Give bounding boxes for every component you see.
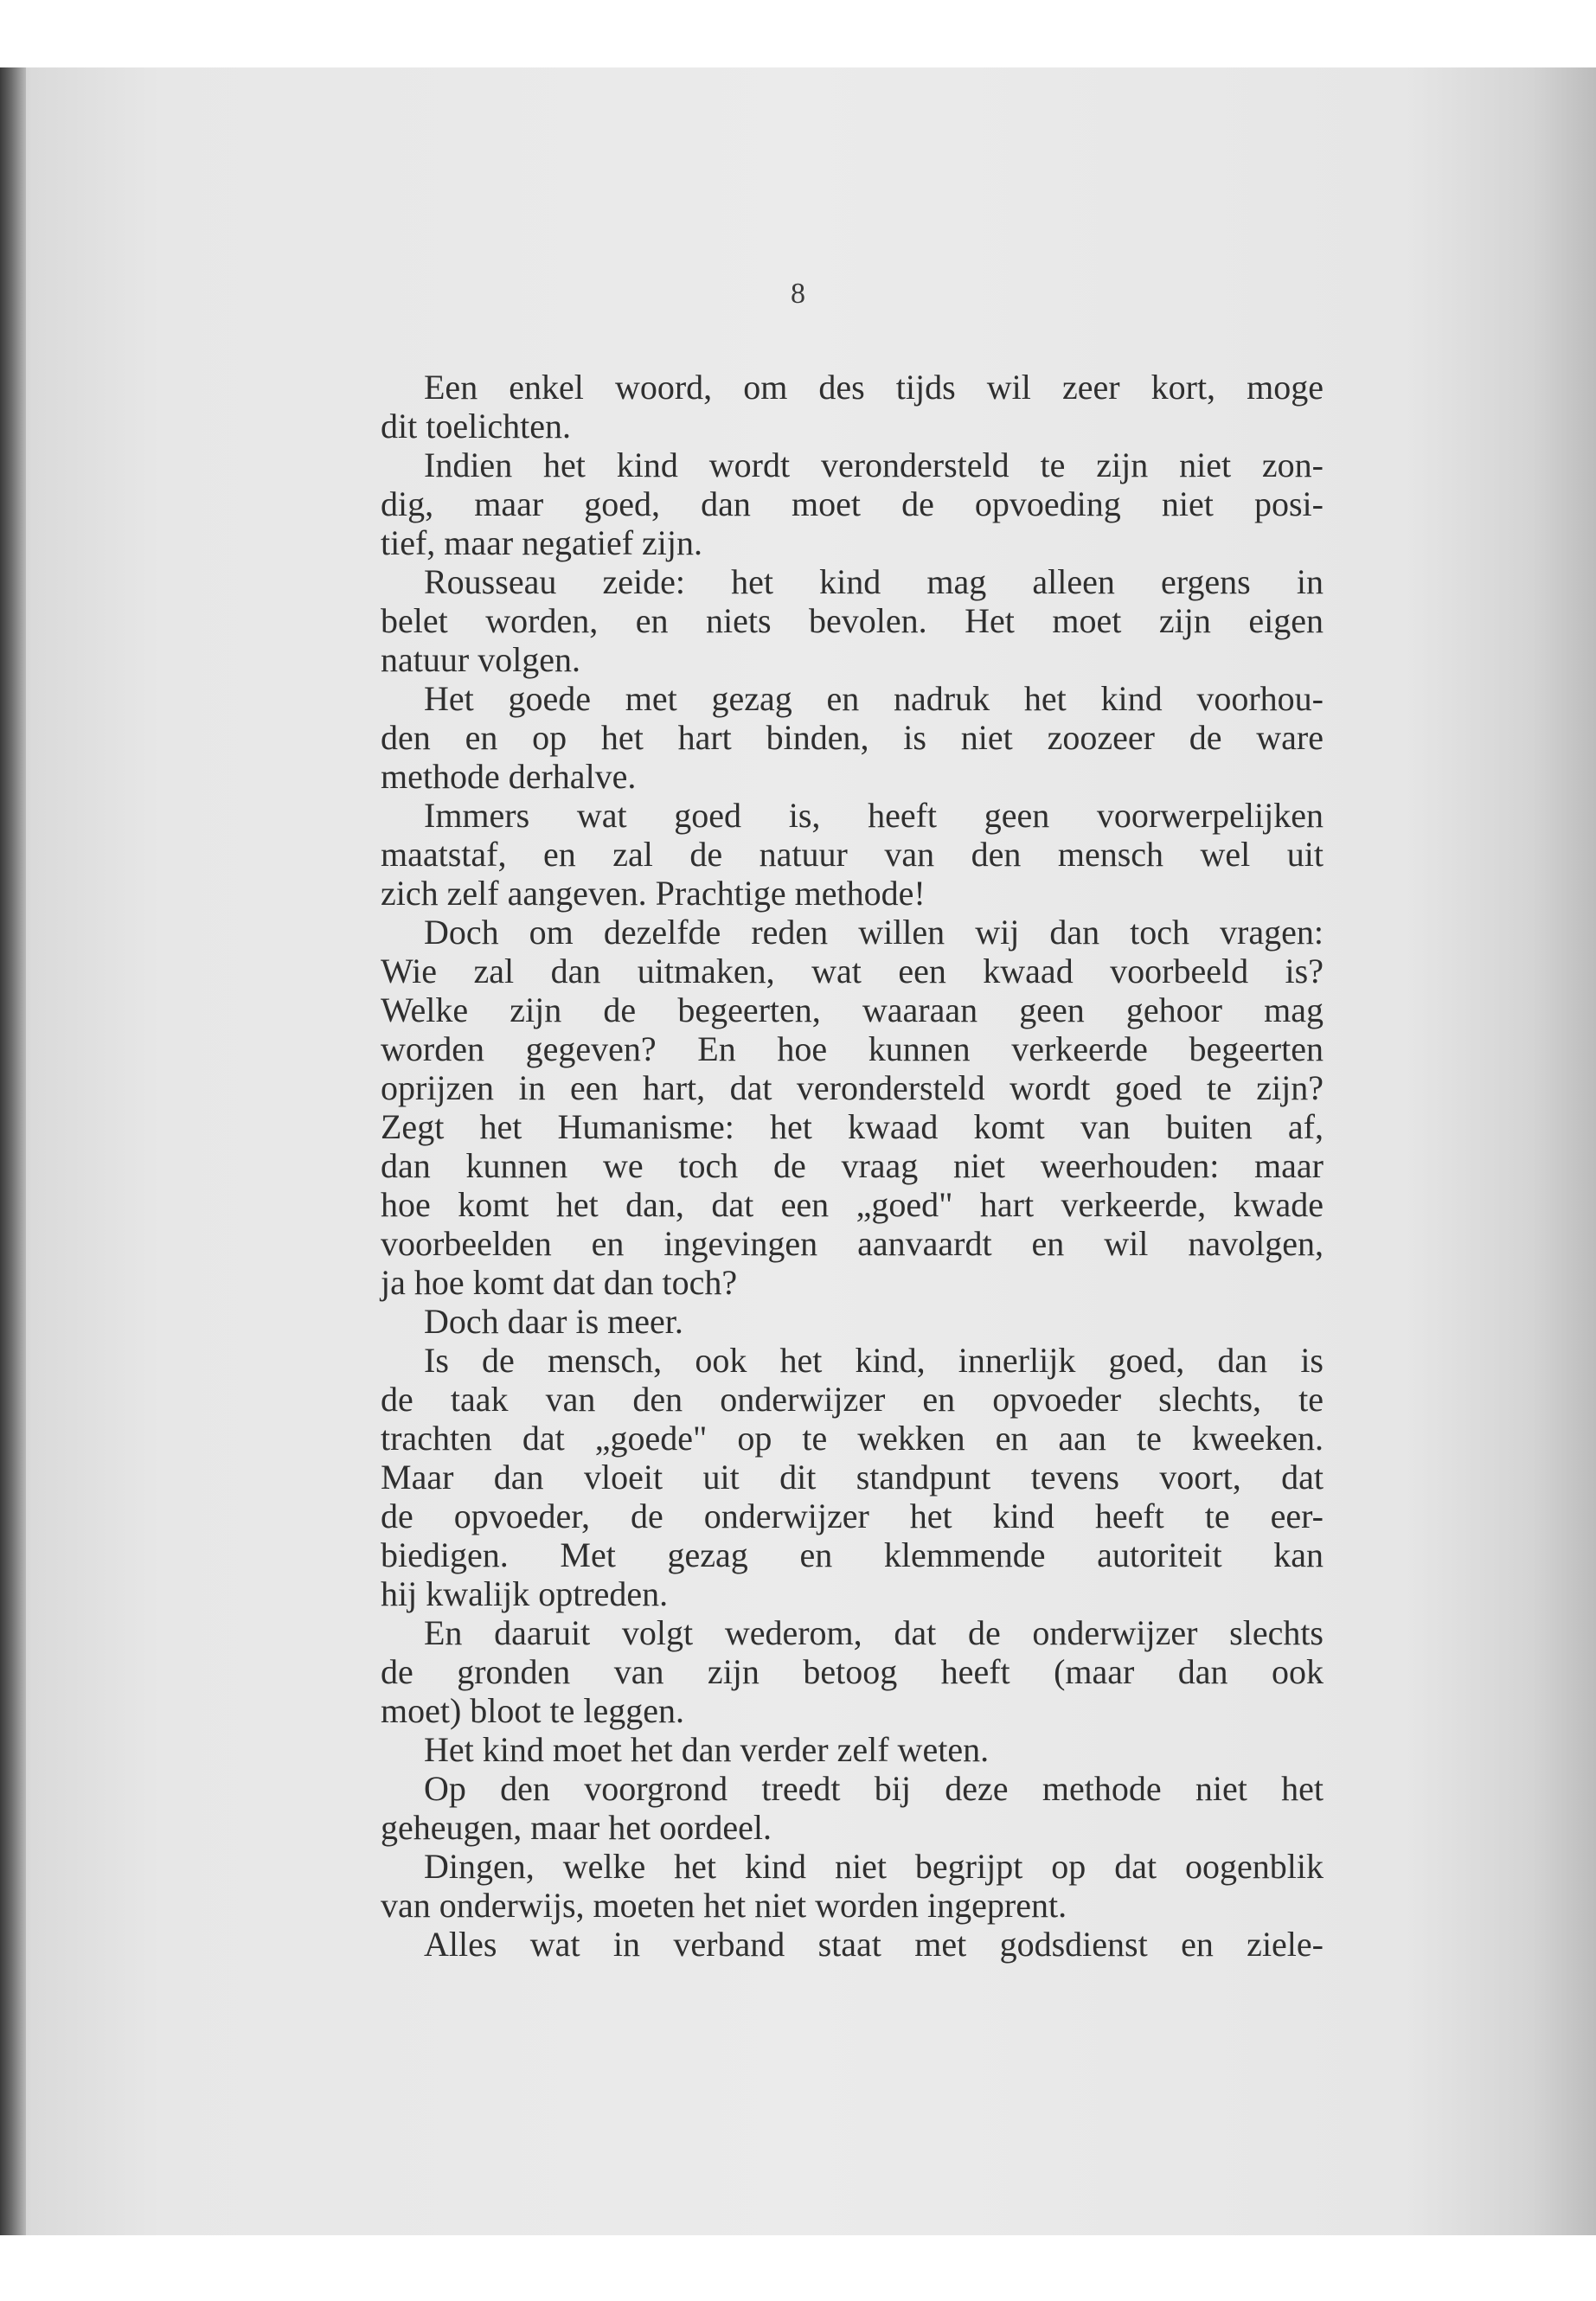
text-line: Immers wat goed is, heeft geen voorwerpelijken xyxy=(424,796,1324,835)
text-line: de gronden van zijn betoog heeft (maar dan ook xyxy=(381,1652,1324,1691)
text-line: methode derhalve. xyxy=(381,757,637,796)
text-line: trachten dat „goede" op te wekken en aan te kweeken. xyxy=(381,1419,1324,1458)
scanned-page xyxy=(0,67,1596,2235)
text-line: Het goede met gezag en nadruk het kind voorhou- xyxy=(424,679,1324,718)
text-line: Alles wat in verband staat met godsdienst en ziele- xyxy=(424,1925,1324,1964)
text-line: Doch om dezelfde reden willen wij dan toch vragen: xyxy=(424,913,1324,952)
text-line: Welke zijn de begeerten, waaraan geen gehoor mag xyxy=(381,990,1324,1029)
text-line: ja hoe komt dat dan toch? xyxy=(381,1263,738,1302)
text-line: belet worden, en niets bevolen. Het moet zijn eigen xyxy=(381,601,1324,640)
text-line: Een enkel woord, om des tijds wil zeer kort, moge xyxy=(424,368,1324,407)
body-text xyxy=(381,368,1324,1964)
text-line: van onderwijs, moeten het niet worden ingeprent. xyxy=(381,1886,1067,1925)
text-line: den en op het hart binden, is niet zoozeer de ware xyxy=(381,718,1324,757)
text-line: Zegt het Humanisme: het kwaad komt van buiten af, xyxy=(381,1107,1324,1146)
text-line: voorbeelden en ingevingen aanvaardt en wil navolgen, xyxy=(381,1224,1324,1263)
text-line: Rousseau zeide: het kind mag alleen ergens in xyxy=(424,562,1324,601)
text-line: biedigen. Met gezag en klemmende autoriteit kan xyxy=(381,1535,1324,1574)
text-line: worden gegeven? En hoe kunnen verkeerde begeerten xyxy=(381,1029,1324,1068)
text-line: hoe komt het dan, dat een „goed" hart verkeerde, kwade xyxy=(381,1185,1324,1224)
text-line: Maar dan vloeit uit dit standpunt tevens voort, dat xyxy=(381,1458,1324,1497)
text-line: natuur volgen. xyxy=(381,640,581,679)
text-line: dig, maar goed, dan moet de opvoeding niet posi- xyxy=(381,484,1324,523)
text-line: maatstaf, en zal de natuur van den mensch wel uit xyxy=(381,835,1324,874)
text-line: Dingen, welke het kind niet begrijpt op dat oogenblik xyxy=(424,1847,1324,1886)
text-line: Wie zal dan uitmaken, wat een kwaad voorbeeld is? xyxy=(381,952,1324,990)
text-line: oprijzen in een hart, dat verondersteld wordt goed te zijn? xyxy=(381,1068,1324,1107)
text-line: En daaruit volgt wederom, dat de onderwijzer slechts xyxy=(424,1613,1324,1652)
book-spine-shadow xyxy=(0,67,26,2235)
text-line: Op den voorgrond treedt bij deze methode niet het xyxy=(424,1769,1324,1808)
text-line: dit toelichten. xyxy=(381,407,571,445)
text-line: Indien het kind wordt verondersteld te zijn niet zon- xyxy=(424,445,1324,484)
text-line: tief, maar negatief zijn. xyxy=(381,523,703,562)
text-line: Doch daar is meer. xyxy=(424,1302,683,1341)
text-line: moet) bloot te leggen. xyxy=(381,1691,685,1730)
text-line: geheugen, maar het oordeel. xyxy=(381,1808,772,1847)
text-line: hij kwalijk optreden. xyxy=(381,1574,669,1613)
text-line: dan kunnen we toch de vraag niet weerhouden: maar xyxy=(381,1146,1324,1185)
page-number: 8 xyxy=(791,278,805,310)
text-line: de taak van den onderwijzer en opvoeder slechts, te xyxy=(381,1380,1324,1419)
text-line: Het kind moet het dan verder zelf weten. xyxy=(424,1730,990,1769)
text-line: zich zelf aangeven. Prachtige methode! xyxy=(381,874,926,913)
text-line: Is de mensch, ook het kind, innerlijk goed, dan is xyxy=(424,1341,1324,1380)
text-line: de opvoeder, de onderwijzer het kind heeft te eer- xyxy=(381,1497,1324,1535)
